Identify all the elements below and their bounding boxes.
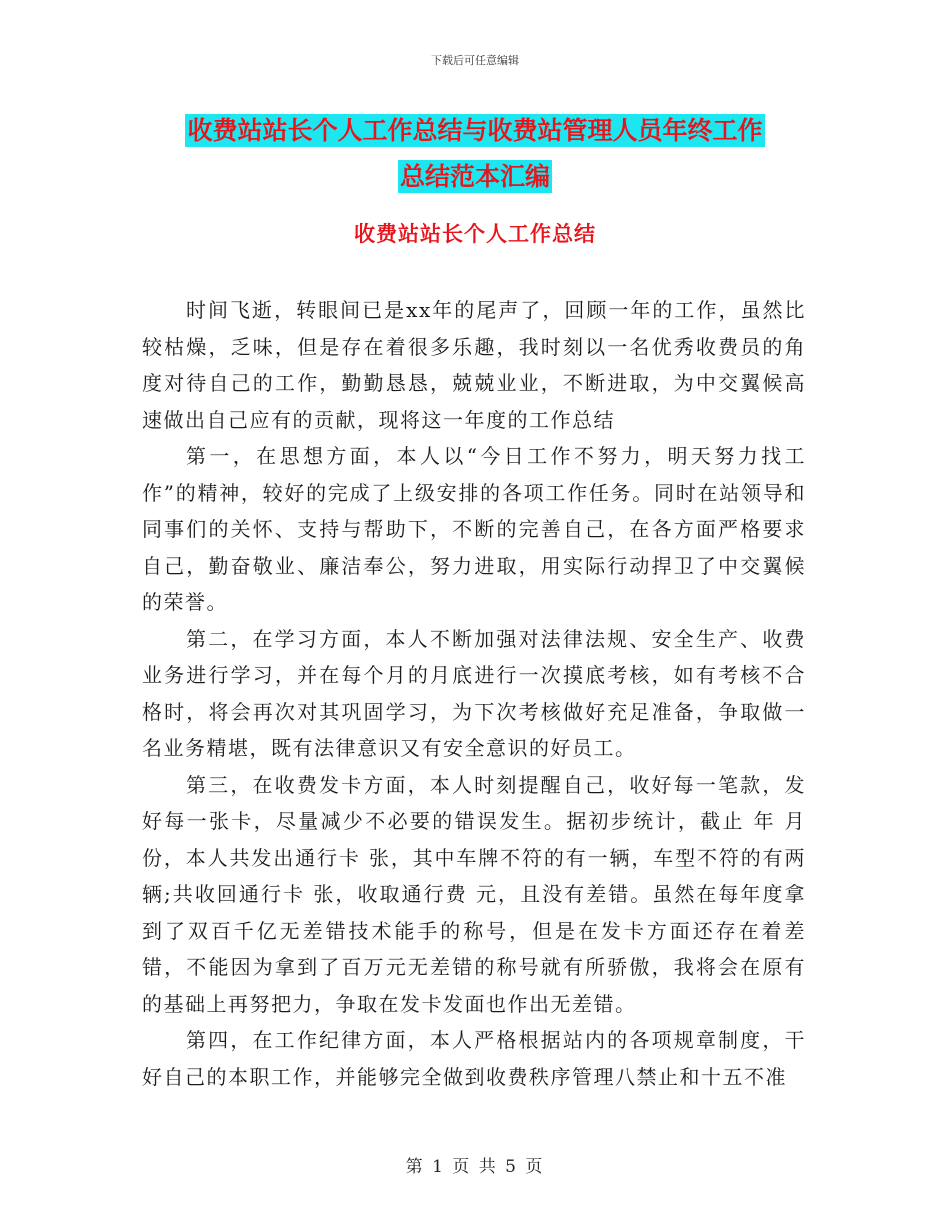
paragraph-discipline: 第四，在工作纪律方面，本人严格根据站内的各项规章制度，干好自己的本职工作，并能够完全做到收费秩序管理八禁止和十五不准 [142,1028,806,1089]
paragraph-study: 第二，在学习方面，本人不断加强对法律法规、安全生产、收费业务进行学习，并在每个月的月底进行一次摸底考核，如有考核不合格时，将会再次对其巩固学习，为下次考核做好充足准备，争取做一名业务精堪，既有法律意识又有安全意识的好员工。 [142,626,806,760]
paragraph-thought: 第一，在思想方面，本人以“今日工作不努力，明天努力找工作”的精神，较好的完成了上级安排的各项工作任务。同时在站领导和同事们的关怀、支持与帮助下，不断的完善自己，在各方面严格要求自己，勤奋敬业、廉洁奉公，努力进取，用实际行动捍卫了中交翼候的荣誉。 [142,444,806,614]
document-title-line-2: 总结范本汇编 [399,162,550,191]
paragraph-toll-card: 第三，在收费发卡方面，本人时刻提醒自己，收好每一笔款，发好每一张卡，尽量减少不必要的错误发生。据初步统计，截止 年 月份，本人共发出通行卡 张，其中车牌不符的有一辆，车型不符的有两辆;共收回通行卡 张，收取通行费 元，且没有差错。虽然在每年度拿到了双百千亿无差错技术能手的称号，但是在发卡方面还存在着差错，不能因为拿到了百万元无差错的称号就有所骄傲，我将会在原有的基础上再努把力，争取在发卡发面也作出无差错。 [142,772,806,1016]
section-title: 收费站站长个人工作总结 [354,222,596,246]
document-title [140,108,810,200]
document-body [142,292,806,1095]
page-footer: 第 1 页 共 5 页 [405,1157,545,1177]
paragraph-intro: 时间飞逝，转眼间已是xx年的尾声了，回顾一年的工作，虽然比较枯燥，乏味，但是存在着很多乐趣，我时刻以一名优秀收费员的角度对待自己的工作，勤勤恳恳，兢兢业业，不断进取，为中交翼候高速做出自己应有的贡献，现将这一年度的工作总结 [142,298,806,432]
header-note: 下载后可任意编辑 [431,54,519,67]
document-title-line-1: 收费站站长个人工作总结与收费站管理人员年终工作 [187,116,763,145]
